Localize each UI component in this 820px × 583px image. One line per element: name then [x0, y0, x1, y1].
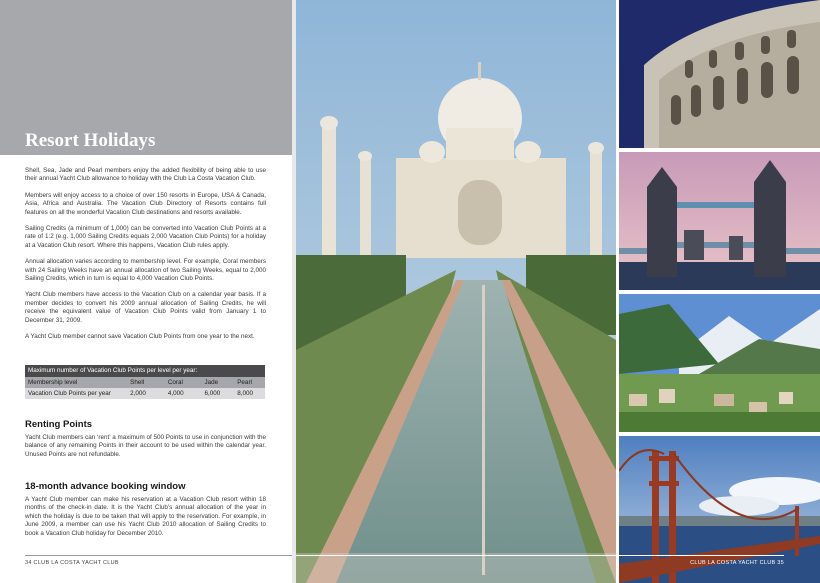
page-title: Resort Holidays: [25, 130, 156, 151]
advance-booking-heading: 18-month advance booking window: [25, 481, 186, 492]
paragraph: Annual allocation varies according to membership level. For example, Coral members with 24 Sailing Weeks have an annual allocation of two Sailing Weeks, equal to 2,000 Sailing Credits, which in turn is equal to 4,000 Vacation Club Points.: [25, 258, 266, 283]
right-footer: CLUB LA COSTA YACHT CLUB 35: [690, 560, 784, 566]
taj-mahal-photo: [296, 0, 616, 583]
table-header-cell: Shell: [130, 379, 145, 386]
table-cell: 8,000: [237, 390, 253, 397]
advance-booking-text: A Yacht Club member can make his reservation at a Vacation Club resort within 18 months of the check-in date. It is the Yacht Club’s annual allocation of the year in which the holiday is due to be taken that will apply to the reservation. For example, in June 2009, a member can use his Yacht Club 2010 allocation of Sailing Credits to book a Vacation Club holiday for December 2010.: [25, 496, 266, 537]
table-cell: 2,000: [130, 390, 146, 397]
colosseum-photo: [619, 0, 820, 148]
points-table: [25, 365, 265, 399]
right-footer-rule: [296, 555, 784, 556]
alpine-village-photo: [619, 294, 820, 432]
table-header-row: [25, 377, 265, 388]
table-row: [25, 388, 265, 399]
paragraph: A Yacht Club member cannot save Vacation Club Points from one year to the next.: [25, 333, 255, 341]
paragraph: Shell, Sea, Jade and Pearl members enjoy the added flexibility of being able to use their annual Yacht Club allowance to holiday with the Club La Costa Vacation Club.: [25, 167, 266, 183]
table-cell: 4,000: [167, 390, 184, 397]
paragraph: Yacht Club members have access to the Vacation Club on a calendar year basis. If a member decides to convert his 2009 annual allocation of Sailing Credits, he will receive the equivalent value of Vacation Club Points valid from January 1 to December 31, 2009.: [25, 291, 266, 324]
table-caption: Maximum number of Vacation Club Points per level per year:: [25, 365, 265, 377]
table-header-cell: Membership level: [28, 379, 78, 386]
intro-body: [25, 167, 266, 350]
footer-rule: [25, 555, 292, 556]
table-cell: 6,000: [204, 390, 221, 397]
tower-bridge-photo: [619, 152, 820, 290]
left-page: [0, 0, 292, 583]
paragraph: Sailing Credits (a minimum of 1,000) can be converted into Vacation Club Points at a rate of 1:2 (e.g. 1,000 Sailing Credits equals 2,000 Vacation Club Points) for a holiday at a Vacation Club resort. Where this happens, Vacation Club rules apply.: [25, 225, 266, 249]
table-header-cell: Pearl: [237, 379, 252, 386]
paragraph: Members will enjoy access to a choice of over 150 resorts in Europe, USA & Canada, Asia, Africa and Australia. The Vacation Club Directory of Resorts contains full features on all the wonderful Vacation Club destinations and resorts available.: [25, 191, 266, 216]
renting-points-text: Yacht Club members can ‘rent’ a maximum of 500 Points to use in conjunction with the balance of any remaining Points in their account to be used within the calendar year. Unused Points are not refundable.: [25, 434, 266, 458]
renting-points-heading: Renting Points: [25, 419, 93, 430]
table-cell: Vacation Club Points per year: [28, 390, 111, 397]
table-header-cell: Jade: [204, 379, 219, 386]
left-footer: 34 CLUB LA COSTA YACHT CLUB: [25, 560, 119, 566]
table-header-cell: Coral: [167, 379, 183, 386]
